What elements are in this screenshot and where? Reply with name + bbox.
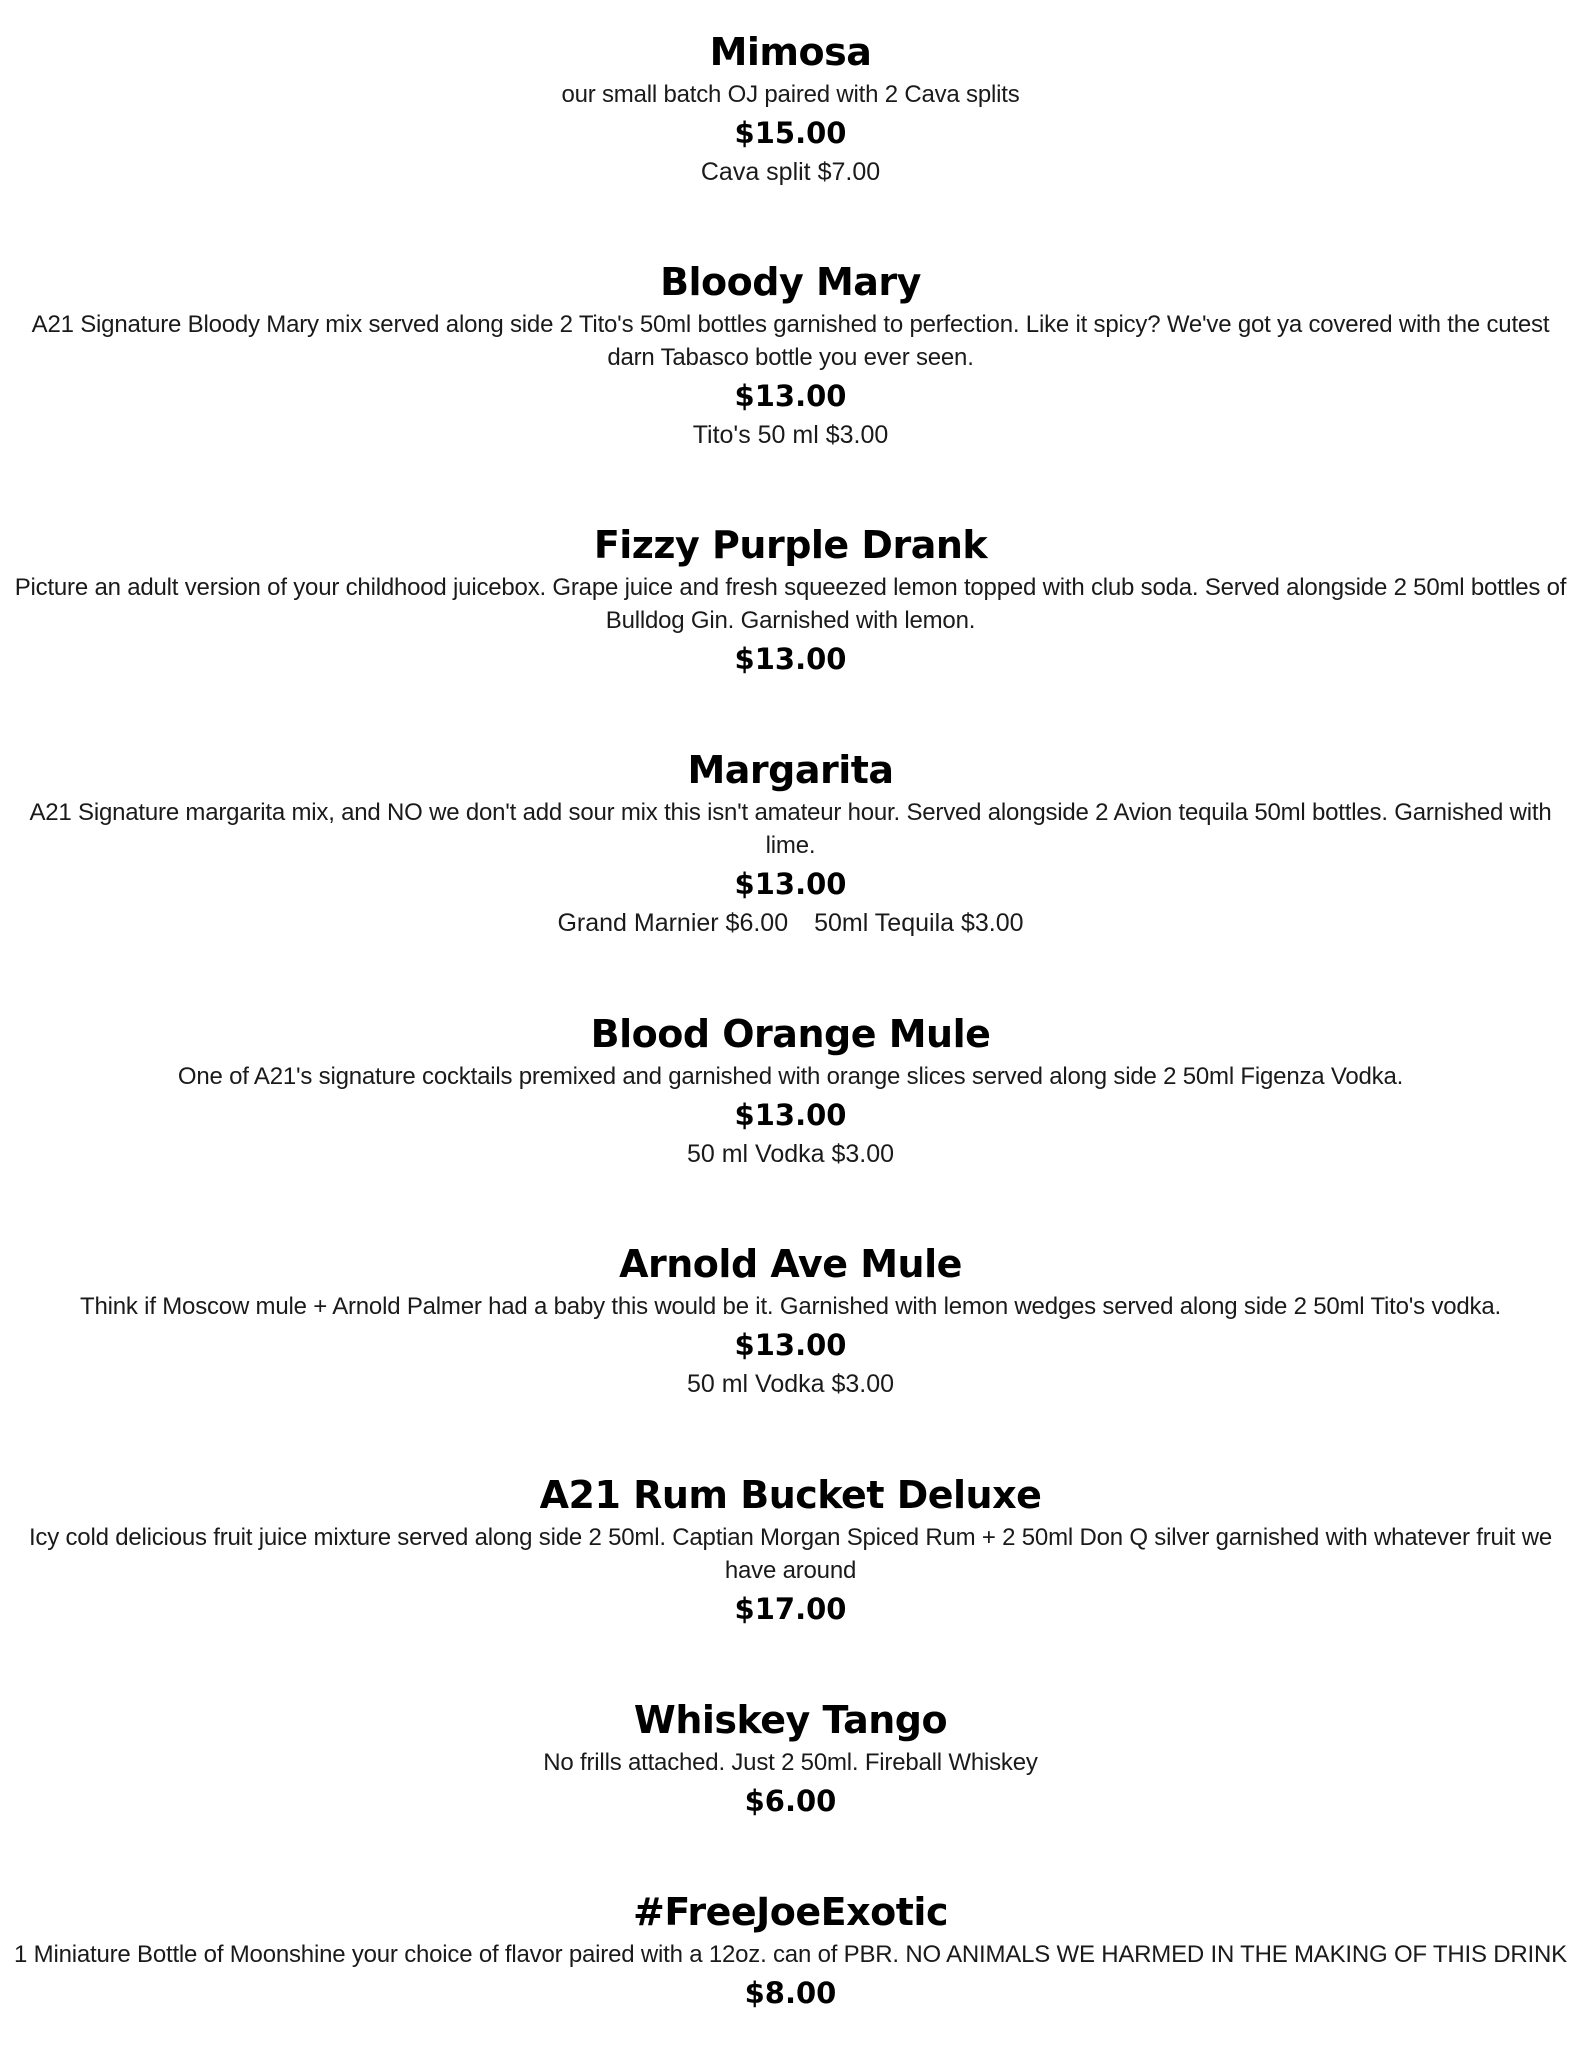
menu-item-margarita — [0, 748, 1581, 942]
item-extras — [0, 904, 1581, 942]
item-price: $13.00 — [734, 1098, 847, 1132]
menu-item-mimosa — [0, 30, 1581, 191]
menu-item-whiskey-tango — [0, 1698, 1581, 1821]
item-extra: Grand Marnier $6.00 — [557, 909, 789, 937]
item-name: Whiskey Tango — [633, 1698, 948, 1742]
item-name: Fizzy Purple Drank — [593, 523, 988, 567]
item-name: Blood Orange Mule — [590, 1012, 991, 1056]
menu-item-fizzy-purple-drank — [0, 523, 1581, 679]
item-description: 1 Miniature Bottle of Moonshine your choice of flavor paired with a 12oz. can of PBR. NO ANIMALS WE HARMED IN THE MAKING OF THIS DRINK — [14, 1941, 1567, 1968]
menu-item-free-joe-exotic — [0, 1890, 1581, 2013]
menu-item-bloody-mary — [0, 260, 1581, 454]
item-name: Margarita — [687, 748, 894, 792]
item-name: A21 Rum Bucket Deluxe — [539, 1473, 1042, 1517]
item-extras — [0, 1365, 1581, 1403]
item-extra: 50 ml Vodka $3.00 — [686, 1140, 895, 1168]
menu-item-arnold-ave-mule — [0, 1242, 1581, 1403]
item-description: A21 Signature Bloody Mary mix served along side 2 Tito's 50ml bottles garnished to perfection. Like it spicy? We've got ya covered with the cutest darn Tabasco bottle you ever seen. — [31, 311, 1550, 371]
item-name: Bloody Mary — [660, 260, 921, 304]
item-description: our small batch OJ paired with 2 Cava splits — [561, 81, 1020, 108]
item-description: No frills attached. Just 2 50ml. Fireball Whiskey — [543, 1749, 1038, 1776]
item-price: $13.00 — [734, 642, 847, 676]
item-name: Mimosa — [709, 30, 872, 74]
item-price: $13.00 — [734, 1328, 847, 1362]
item-price: $6.00 — [744, 1784, 837, 1818]
item-extra: 50ml Tequila $3.00 — [814, 909, 1024, 937]
menu-item-blood-orange-mule — [0, 1012, 1581, 1173]
item-description: Think if Moscow mule + Arnold Palmer had a baby this would be it. Garnished with lemon wedges served along side 2 50ml Tito's vodka. — [80, 1293, 1501, 1320]
item-extra: Cava split $7.00 — [700, 158, 881, 186]
item-extras — [0, 416, 1581, 454]
item-price: $8.00 — [744, 1976, 837, 2010]
item-description: One of A21's signature cocktails premixed and garnished with orange slices served along side 2 50ml Figenza Vodka. — [177, 1063, 1404, 1090]
item-name: Arnold Ave Mule — [619, 1242, 962, 1286]
item-extra: Tito's 50 ml $3.00 — [692, 421, 889, 449]
item-description: Picture an adult version of your childhood juicebox. Grape juice and fresh squeezed lemon topped with club soda. Served alongside 2 50ml bottles of Bulldog Gin. Garnished with lemon. — [14, 574, 1567, 634]
item-price: $15.00 — [734, 116, 847, 150]
item-extras — [0, 153, 1581, 191]
item-description: Icy cold delicious fruit juice mixture served along side 2 50ml. Captian Morgan Spiced Rum + 2 50ml Don Q silver garnished with whatever fruit we have around — [28, 1524, 1553, 1584]
item-price: $17.00 — [734, 1592, 847, 1626]
item-price: $13.00 — [734, 379, 847, 413]
item-extras — [0, 1135, 1581, 1173]
item-extra: 50 ml Vodka $3.00 — [686, 1370, 895, 1398]
item-name: #FreeJoeExotic — [633, 1890, 948, 1934]
menu-item-a21-rum-bucket-deluxe — [0, 1473, 1581, 1629]
item-price: $13.00 — [734, 867, 847, 901]
item-description: A21 Signature margarita mix, and NO we don't add sour mix this isn't amateur hour. Served alongside 2 Avion tequila 50ml bottles. Garnished with lime. — [29, 799, 1552, 859]
